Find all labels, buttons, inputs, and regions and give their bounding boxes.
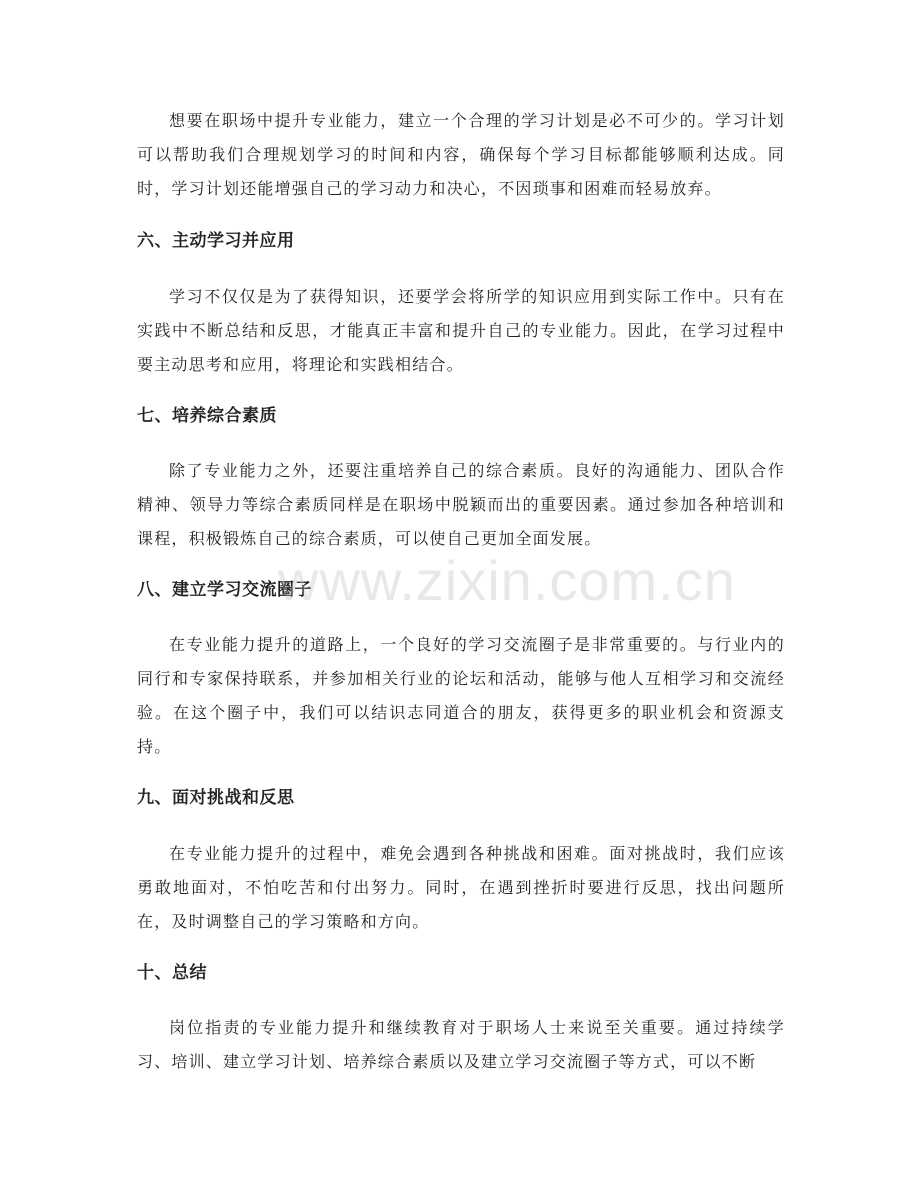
section-heading-8: 八、建立学习交流圈子 [137, 580, 312, 600]
section-paragraph-9: 在专业能力提升的过程中，难免会遇到各种挑战和困难。面对挑战时，我们应该勇敢地面对，不怕吃苦和付出努力。同时，在遇到挫折时要进行反思，找出问题所在，及时调整自己的学习策略和方向。 [137, 844, 785, 931]
section-heading-7: 七、培养综合素质 [137, 406, 277, 426]
section-heading-9: 九、面对挑战和反思 [137, 788, 295, 808]
section-paragraph-7: 除了专业能力之外，还要注重培养自己的综合素质。良好的沟通能力、团队合作精神、领导力等综合素质同样是在职场中脱颖而出的重要因素。通过参加各种培训和课程，积极锻炼自己的综合素质，可以使自己更加全面发展。 [137, 461, 785, 548]
section-heading-10: 十、总结 [137, 963, 207, 983]
intro-paragraph: 想要在职场中提升专业能力，建立一个合理的学习计划是必不可少的。学习计划可以帮助我们合理规划学习的时间和内容，确保每个学习目标都能够顺利达成。同时，学习计划还能增强自己的学习动力和决心，不因琐事和困难而轻易放弃。 [137, 111, 785, 198]
section-heading-6: 六、主动学习并应用 [137, 231, 295, 251]
section-paragraph-8: 在专业能力提升的道路上，一个良好的学习交流圈子是非常重要的。与行业内的同行和专家保持联系，并参加相关行业的论坛和活动，能够与他人互相学习和交流经验。在这个圈子中，我们可以结识志同道合的朋友，获得更多的职业机会和资源支持。 [137, 635, 785, 756]
section-paragraph-10: 岗位指责的专业能力提升和继续教育对于职场人士来说至关重要。通过持续学习、培训、建立学习计划、培养综合素质以及建立学习交流圈子等方式，可以不断 [137, 1018, 785, 1071]
section-paragraph-6: 学习不仅仅是为了获得知识，还要学会将所学的知识应用到实际工作中。只有在实践中不断总结和反思，才能真正丰富和提升自己的专业能力。因此，在学习过程中要主动思考和应用，将理论和实践相结合。 [137, 287, 785, 374]
watermark: www.zixin.com.cn [278, 549, 736, 612]
